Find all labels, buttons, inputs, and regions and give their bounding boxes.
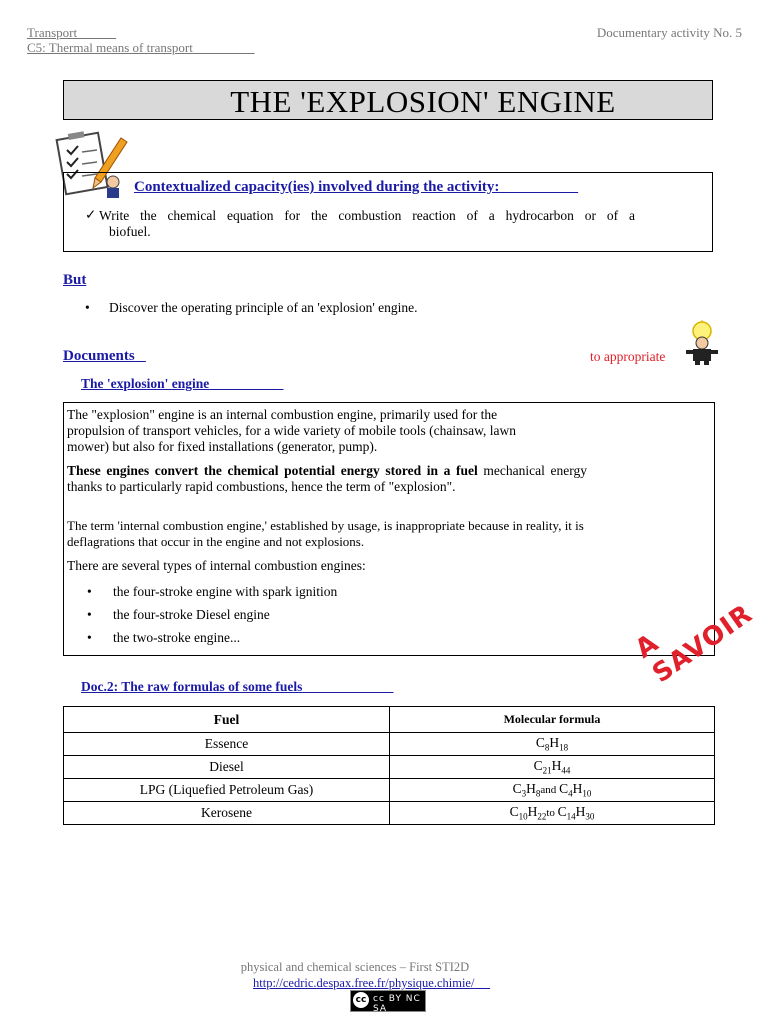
fuel-cell: Diesel xyxy=(64,756,390,779)
bullet-icon: • xyxy=(87,630,92,645)
documents-heading: Documents xyxy=(63,348,135,364)
activity-label: Documentary activity No. 5 xyxy=(596,25,742,40)
cc-icon: cc xyxy=(353,992,369,1008)
goal-item: Discover the operating principle of an 'explosion' engine. xyxy=(109,300,418,315)
doc1-para1: The "explosion" engine is an internal combustion engine, primarily used for the propulsion of transport vehicles, for a wide variety of mobile tools (chainsaw, lawn mower) but also for fixed installations (generator, pump). xyxy=(67,407,517,454)
table-row xyxy=(64,756,715,779)
a-savoir-stamp: A SAVOIR xyxy=(630,598,759,690)
fuel-cell: Kerosene xyxy=(64,802,390,825)
formula-cell: $C_{21}H_{44}$ xyxy=(390,756,715,779)
list-item: • the four-stroke engine with spark ignition xyxy=(87,580,337,603)
bullet-icon: • xyxy=(87,584,92,599)
engine-types-list xyxy=(87,580,337,649)
table-row xyxy=(64,733,715,756)
goal-heading: But xyxy=(63,272,87,288)
formula-cell: $C_8H_{18}$ xyxy=(390,733,715,756)
bullet-icon: • xyxy=(85,300,90,315)
list-item: • the two-stroke engine... xyxy=(87,626,337,649)
table-row xyxy=(64,802,715,825)
doc1-title: The 'explosion' engine xyxy=(81,376,210,391)
fuel-column-header: Fuel xyxy=(64,707,390,733)
capacity-item-line2: biofuel. xyxy=(109,224,151,239)
table-row xyxy=(64,779,715,802)
capacity-heading: Contextualized capacity(ies) involved during the activity: xyxy=(134,179,500,195)
page-title: THE 'EXPLOSION' ENGINE xyxy=(230,84,616,119)
doc2-title: Doc.2: The raw formulas of some fuels xyxy=(81,679,303,694)
formula-cell: $C_{10}H_{22}to$ $C_{14}H_{30}$ xyxy=(390,802,715,825)
formula-cell: $C_3H_8and$ $C_4H_{10}$ xyxy=(390,779,715,802)
title-box xyxy=(63,80,713,120)
chapter-label: C5: Thermal means of transport xyxy=(27,40,193,55)
footer-link[interactable]: http://cedric.despax.free.fr/physique.chimie/ xyxy=(253,976,475,990)
license-label: cc BY NC SA xyxy=(373,994,421,1014)
doc1-box xyxy=(63,402,715,656)
lightbulb-person-icon xyxy=(682,320,722,366)
doc1-para2: These engines convert the chemical potential energy stored in a fuel mechanical energy thanks to particularly rapid combustions, hence the term of "explosion". xyxy=(67,463,588,494)
capacity-item-line1: Write the chemical equation for the combustion reaction of a hydrocarbon or of a xyxy=(99,208,635,223)
doc1-para4: There are several types of internal combustion engines: xyxy=(67,558,366,573)
doc1-para3: The term 'internal combustion engine,' established by usage, is inappropriate because in reality, it is deflagrations that occur in the engine and not explosions. xyxy=(67,518,584,549)
footer-course: physical and chemical sciences – First STI2D xyxy=(240,960,470,974)
formula-column-header: Molecular formula xyxy=(390,707,715,733)
fuel-table xyxy=(63,706,715,825)
subject-label: Transport xyxy=(27,25,78,40)
fuel-cell: Essence xyxy=(64,733,390,756)
table-header-row xyxy=(64,707,715,733)
bullet-icon: • xyxy=(87,607,92,622)
list-item: • the four-stroke Diesel engine xyxy=(87,603,337,626)
fuel-cell: LPG (Liquefied Petroleum Gas) xyxy=(64,779,390,802)
check-icon: ✓ xyxy=(85,207,97,222)
appropriate-label: to appropriate xyxy=(590,349,666,364)
cc-license-badge xyxy=(350,990,426,1012)
